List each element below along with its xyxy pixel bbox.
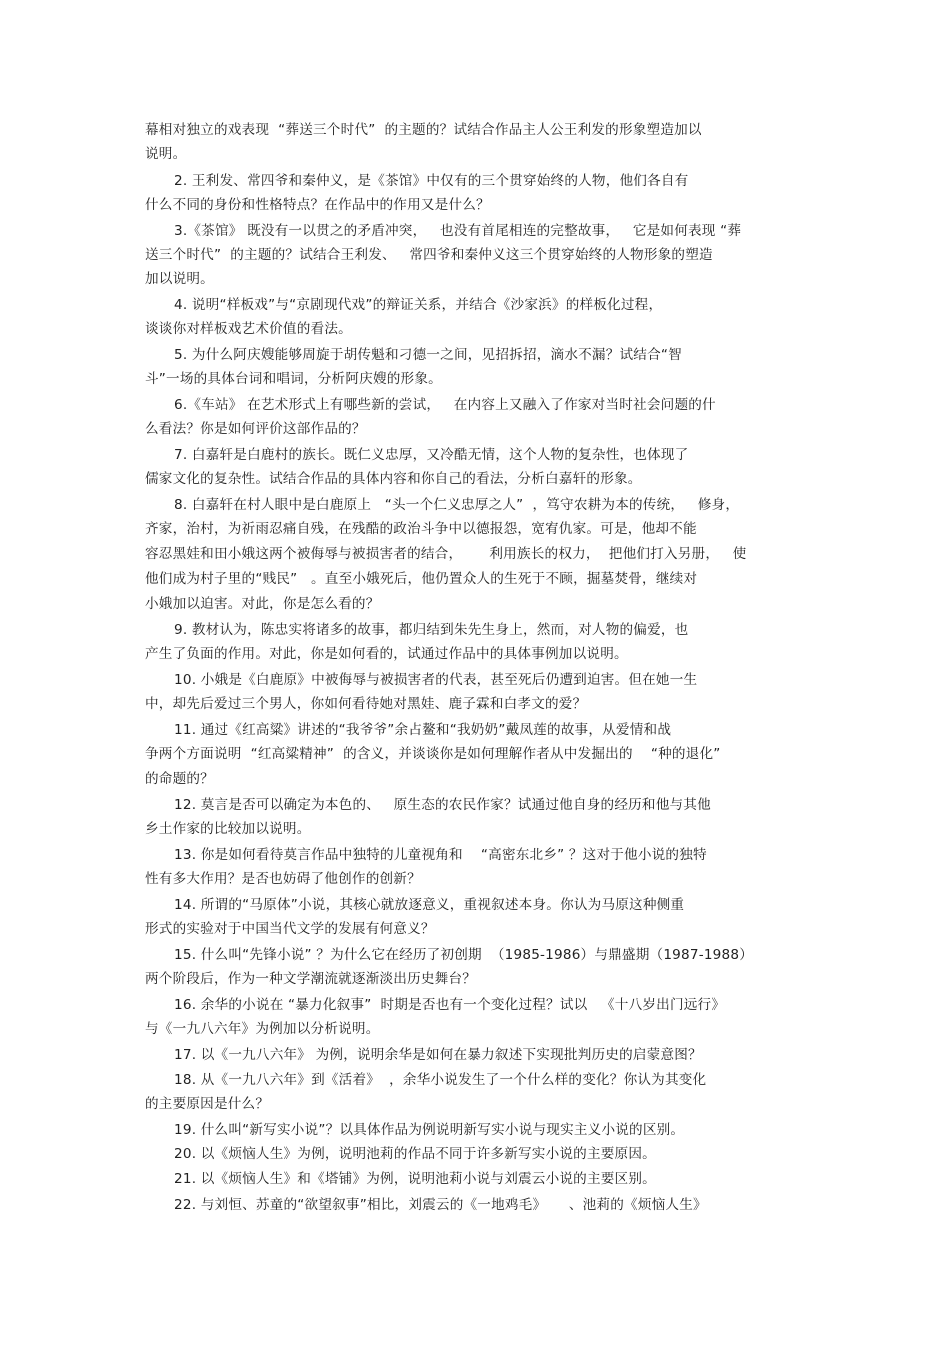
- text-line: 两个阶段后，作为一种文学潮流就逐渐淡出历史舞台？: [145, 971, 477, 987]
- text-line: 性有多大作用？是否也妨碍了他创作的创新？: [145, 871, 421, 887]
- question-13: 13. 你是如何看待莫言作品中独特的儿童视角和 “高密东北乡” ？这对于他小说的独特: [174, 847, 707, 863]
- question-8: 8. 白嘉轩在村人眼中是白鹿原上 “头一个仁义忠厚之人” ，笃守农耕为本的传统， 修身，: [174, 497, 740, 513]
- text-line: 他们成为村子里的“贱民” 。直至小娥死后，他仍置众人的生死于不顾，掘墓焚骨，继续对: [145, 571, 698, 587]
- question-9: 9. 教材认为，陈忠实将诸多的故事，都归结到朱先生身上，然而，对人物的偏爱，也: [174, 622, 689, 638]
- text-line: 乡土作家的比较加以说明。: [145, 821, 311, 837]
- question-20: 20. 以《烦恼人生》为例，说明池莉的作品不同于许多新写实小说的主要原因。: [174, 1146, 656, 1162]
- text-line: 产生了负面的作用。对此，你是如何看的，试通过作品中的具体事例加以说明。: [145, 646, 628, 662]
- text-line: 中，却先后爱过三个男人，你如何看待她对黑娃、鹿子霖和白孝文的爱？: [145, 696, 587, 712]
- question-6: 6.《车站》 在艺术形式上有哪些新的尝试， 在内容上又融入了作家对当时社会问题的什: [174, 397, 716, 413]
- question-15: 15. 什么叫“先锋小说” ？为什么它在经历了初创期 （1985-1986）与鼎盛期（1987-1988）: [174, 947, 754, 963]
- text-line: 与《一九八六年》为例加以分析说明。: [145, 1021, 380, 1037]
- question-11: 11. 通过《红高粱》讲述的“我爷爷”余占鳌和“我奶奶”戴凤莲的故事，从爱情和战: [174, 722, 672, 738]
- text-line: 斗”一场的具体台词和唱词，分析阿庆嫂的形象。: [145, 371, 442, 387]
- question-5: 5. 为什么阿庆嫂能够周旋于胡传魁和刁德一之间，见招拆招，滴水不漏？试结合“智: [174, 347, 682, 363]
- text-line: 谈谈你对样板戏艺术价值的看法。: [145, 321, 352, 337]
- question-2: 2. 王利发、常四爷和秦仲义，是《茶馆》中仅有的三个贯穿始终的人物，他们各自有: [174, 173, 689, 189]
- text-line: 形式的实验对于中国当代文学的发展有何意义？: [145, 921, 435, 937]
- question-16: 16. 余华的小说在 “暴力化叙事” 时期是否也有一个变化过程？试以 《十八岁出门远行》: [174, 997, 726, 1013]
- question-18: 18. 从《一九八六年》到《活着》 ，余华小说发生了一个什么样的变化？你认为其变化: [174, 1072, 707, 1088]
- text-line: 争两个方面说明 “红高粱精神” 的含义，并谈谈你是如何理解作者从中发掘出的 “种的退化”: [145, 746, 721, 762]
- question-17: 17. 以《一九八六年》 为例，说明余华是如何在暴力叙述下实现批判历史的启蒙意图？: [174, 1047, 702, 1063]
- text-line: 送三个时代” 的主题的？试结合王利发、 常四爷和秦仲义这三个贯穿始终的人物形象的塑造: [145, 247, 713, 263]
- question-7: 7. 白嘉轩是白鹿村的族长。既仁义忠厚，又冷酷无情，这个人物的复杂性，也体现了: [174, 447, 689, 463]
- text-line: 幕相对独立的戏表现 “葬送三个时代” 的主题的？试结合作品主人公王利发的形象塑造加以: [145, 122, 702, 138]
- question-12: 12. 莫言是否可以确定为本色的、 原生态的农民作家？试通过他自身的经历和他与其他: [174, 797, 711, 813]
- text-line: 齐家，治村，为祈雨忍痛自残，在残酷的政治斗争中以德报怨，宽宥仇家。可是，他却不能: [145, 521, 697, 537]
- question-19: 19. 什么叫“新写实小说”？以具体作品为例说明新写实小说与现实主义小说的区别。: [174, 1122, 685, 1138]
- text-line: 的命题的？: [145, 771, 214, 787]
- question-14: 14. 所谓的“马原体”小说，其核心就放逐意义，重视叙述本身。你认为马原这种侧重: [174, 897, 685, 913]
- text-line: 小娥加以迫害。对此，你是怎么看的？: [145, 596, 380, 612]
- question-4: 4. 说明“样板戏”与“京剧现代戏”的辩证关系，并结合《沙家浜》的样板化过程，: [174, 297, 663, 313]
- question-10: 10. 小娥是《白鹿原》中被侮辱与被损害者的代表，甚至死后仍遭到迫害。但在她一生: [174, 672, 698, 688]
- text-line: 么看法？你是如何评价这部作品的？: [145, 421, 366, 437]
- text-line: 儒家文化的复杂性。试结合作品的具体内容和你自己的看法，分析白嘉轩的形象。: [145, 471, 642, 487]
- text-line: 加以说明。: [145, 271, 214, 287]
- question-3: 3.《茶馆》 既没有一以贯之的矛盾冲突， 也没有首尾相连的完整故事， 它是如何表现 “葬: [174, 223, 742, 239]
- text-line: 容忍黑娃和田小娥这两个被侮辱与被损害者的结合， 利用族长的权力， 把他们打入另册， 使: [145, 546, 747, 562]
- question-21: 21. 以《烦恼人生》和《塔铺》为例，说明池莉小说与刘震云小说的主要区别。: [174, 1171, 656, 1187]
- text-line: 什么不同的身份和性格特点？在作品中的作用又是什么？: [145, 197, 490, 213]
- text-line: 说明。: [145, 146, 187, 162]
- question-22: 22. 与刘恒、苏童的“欲望叙事”相比，刘震云的《一地鸡毛》 、池莉的《烦恼人生》: [174, 1197, 707, 1213]
- text-line: 的主要原因是什么？: [145, 1096, 270, 1112]
